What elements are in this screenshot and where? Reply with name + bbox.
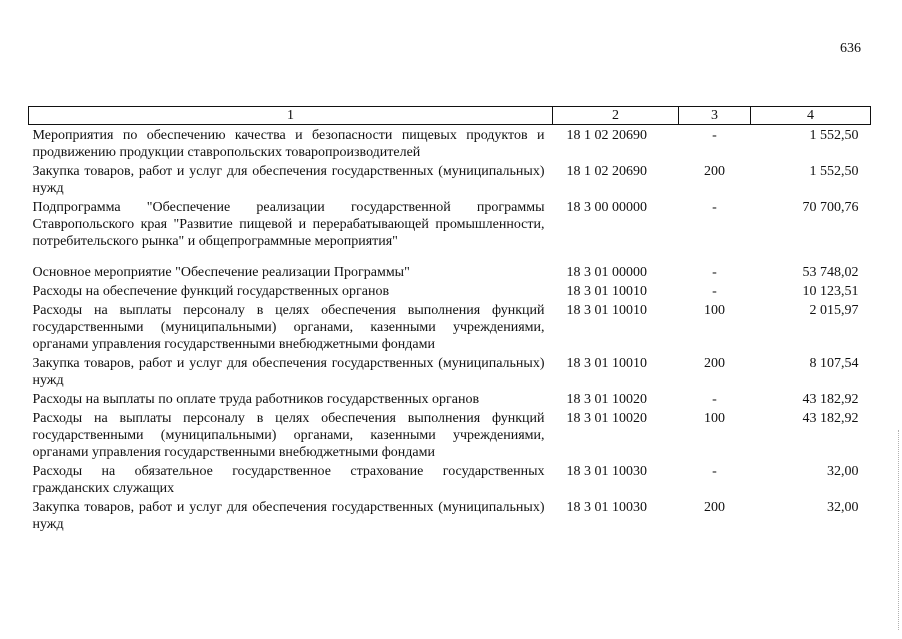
table-row [29,353,871,389]
row-amount: 8 107,54 [809,356,859,371]
table-row [29,497,871,533]
row-type: 200 [704,500,725,515]
row-amount: 43 182,92 [802,411,859,426]
row-code: 18 3 01 10020 [566,392,647,407]
row-code: 18 3 01 10020 [566,411,647,426]
row-code: 18 3 01 10030 [566,500,647,515]
row-type: - [712,265,717,280]
row-amount: 32,00 [827,500,859,515]
row-type: - [712,392,717,407]
row-code: 18 3 01 10010 [566,356,647,371]
row-name: Основное мероприятие "Обеспечение реализации Программы" [32,265,410,280]
table-row [29,281,871,300]
row-name: Закупка товаров, работ и услуг для обеспечения государственных (муниципальных) нужд [32,356,545,388]
row-type: 100 [704,411,725,426]
row-name: Закупка товаров, работ и услуг для обеспечения государственных (муниципальных) нужд [32,164,545,196]
row-code: 18 3 01 10010 [566,284,647,299]
row-type: 200 [704,164,725,179]
row-type: - [712,128,717,143]
row-name: Расходы на выплаты персоналу в целях обеспечения выполнения функций государственными (муниципальными) органами, казенными учреждениями, органами управления государственными внебюджетными фондами [32,303,545,352]
row-type: 200 [704,356,725,371]
row-code: 18 3 01 00000 [566,265,647,280]
row-amount: 1 552,50 [809,164,859,179]
table-row [29,300,871,353]
spacer-row [29,250,871,262]
row-amount: 10 123,51 [802,284,859,299]
table-row [29,262,871,281]
column-header-amount: 4 [751,107,871,125]
row-amount: 1 552,50 [809,128,859,143]
column-header-code: 2 [553,107,679,125]
table-header-row [29,107,871,125]
row-type: - [712,200,717,215]
budget-table [28,106,871,533]
row-amount: 32,00 [827,464,859,479]
table-row [29,389,871,408]
row-name: Мероприятия по обеспечению качества и безопасности пищевых продуктов и продвижению продукции ставропольских товаропроизводителей [32,128,545,160]
column-header-name: 1 [29,107,553,125]
row-amount: 53 748,02 [802,265,859,280]
table-row [29,461,871,497]
row-amount: 2 015,97 [809,303,859,318]
row-name: Расходы на выплаты персоналу в целях обеспечения выполнения функций государственными (муниципальными) органами, казенными учреждениями, органами управления государственными внебюджетными фондами [32,411,545,460]
row-code: 18 1 02 20690 [566,164,647,179]
column-header-type: 3 [679,107,751,125]
scan-edge-marks [898,430,900,630]
row-code: 18 3 01 10030 [566,464,647,479]
row-type: 100 [704,303,725,318]
spacer-cell [29,250,871,262]
row-type: - [712,464,717,479]
row-code: 18 3 00 00000 [566,200,647,215]
table-row [29,125,871,162]
row-amount: 70 700,76 [802,200,859,215]
row-name: Расходы на выплаты по оплате труда работников государственных органов [32,392,480,407]
row-type: - [712,284,717,299]
row-name: Расходы на обязательное государственное страхование государственных гражданских служащих [32,464,545,496]
page-number: 636 [840,41,861,56]
table-row [29,161,871,197]
row-code: 18 1 02 20690 [566,128,647,143]
row-name: Расходы на обеспечение функций государственных органов [32,284,390,299]
table-row [29,197,871,250]
row-code: 18 3 01 10010 [566,303,647,318]
table-row [29,408,871,461]
row-name: Подпрограмма "Обеспечение реализации государственной программы Ставропольского края "Развитие пищевой и перерабатывающей промышленности, потребительского рынка" и общепрограммные мероприятия" [32,200,545,249]
row-amount: 43 182,92 [802,392,859,407]
row-name: Закупка товаров, работ и услуг для обеспечения государственных (муниципальных) нужд [32,500,545,532]
